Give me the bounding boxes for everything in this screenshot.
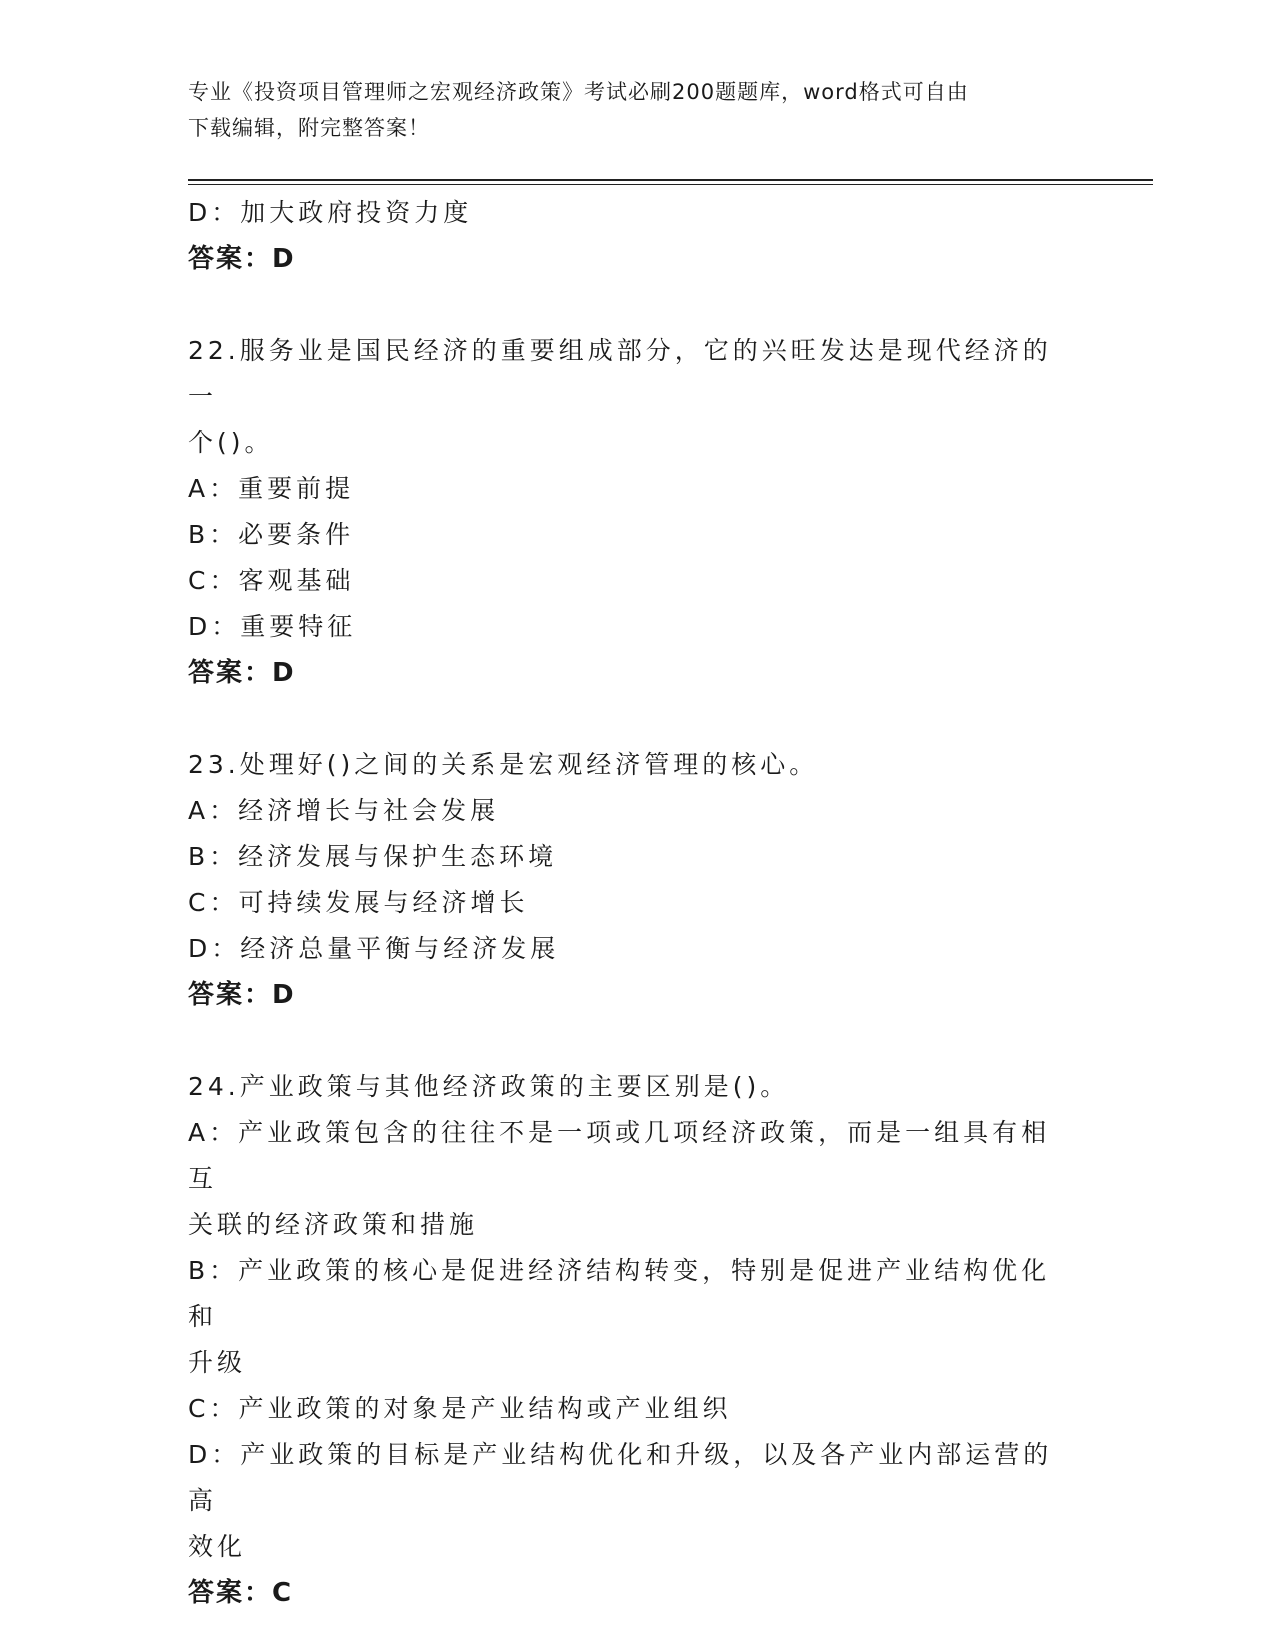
question-24-answer: 答案：C: [188, 1578, 294, 1608]
question-23-option-c: C：可持续发展与经济增长: [188, 888, 529, 917]
question-24-option-a-line-1: A：产业政策包含的往往不是一项或几项经济政策，而是一组具有相互: [188, 1118, 1051, 1193]
question-23-option-d: D：经济总量平衡与经济发展: [188, 934, 560, 963]
prev-option-d: D：加大政府投资力度: [188, 198, 473, 227]
question-24-option-b-line-2: 升级: [188, 1348, 247, 1377]
question-content: [188, 190, 1078, 1616]
question-22-option-c: C：客观基础: [188, 566, 355, 595]
header-divider-thick: [188, 179, 1153, 181]
header-line-2: 下载编辑，附完整答案！: [188, 116, 430, 140]
question-24-option-d-line-1: D：产业政策的目标是产业结构优化和升级，以及各产业内部运营的高: [188, 1440, 1053, 1515]
question-23-option-a: A：经济增长与社会发展: [188, 796, 500, 825]
question-23-option-b: B：经济发展与保护生态环境: [188, 842, 558, 871]
header-line-1: 专业《投资项目管理师之宏观经济政策》考试必刷200题题库，word格式可自由: [188, 80, 969, 104]
question-24-option-a-line-2: 关联的经济政策和措施: [188, 1210, 479, 1239]
question-23-answer: 答案：D: [188, 980, 296, 1010]
question-22-stem-line-2: 个()。: [188, 428, 274, 457]
question-22-option-d: D：重要特征: [188, 612, 357, 641]
question-23: [188, 742, 1078, 1018]
question-22-option-b: B：必要条件: [188, 520, 355, 549]
question-22-answer: 答案：D: [188, 658, 296, 688]
question-24-option-b-line-1: B：产业政策的核心是促进经济结构转变，特别是促进产业结构优化和: [188, 1256, 1051, 1331]
question-22-stem-line-1: 22.服务业是国民经济的重要组成部分，它的兴旺发达是现代经济的一: [188, 336, 1052, 411]
document-header: [188, 74, 1078, 146]
question-24-option-d-line-2: 效化: [188, 1532, 247, 1561]
question-22: [188, 328, 1078, 696]
prev-answer: 答案：D: [188, 244, 296, 274]
header-divider-thin: [188, 184, 1153, 185]
question-24-option-c: C：产业政策的对象是产业结构或产业组织: [188, 1394, 732, 1423]
question-24: [188, 1064, 1078, 1616]
question-24-stem: 24.产业政策与其他经济政策的主要区别是()。: [188, 1072, 790, 1101]
question-22-option-a: A：重要前提: [188, 474, 355, 503]
question-23-stem: 23.处理好()之间的关系是宏观经济管理的核心。: [188, 750, 819, 779]
